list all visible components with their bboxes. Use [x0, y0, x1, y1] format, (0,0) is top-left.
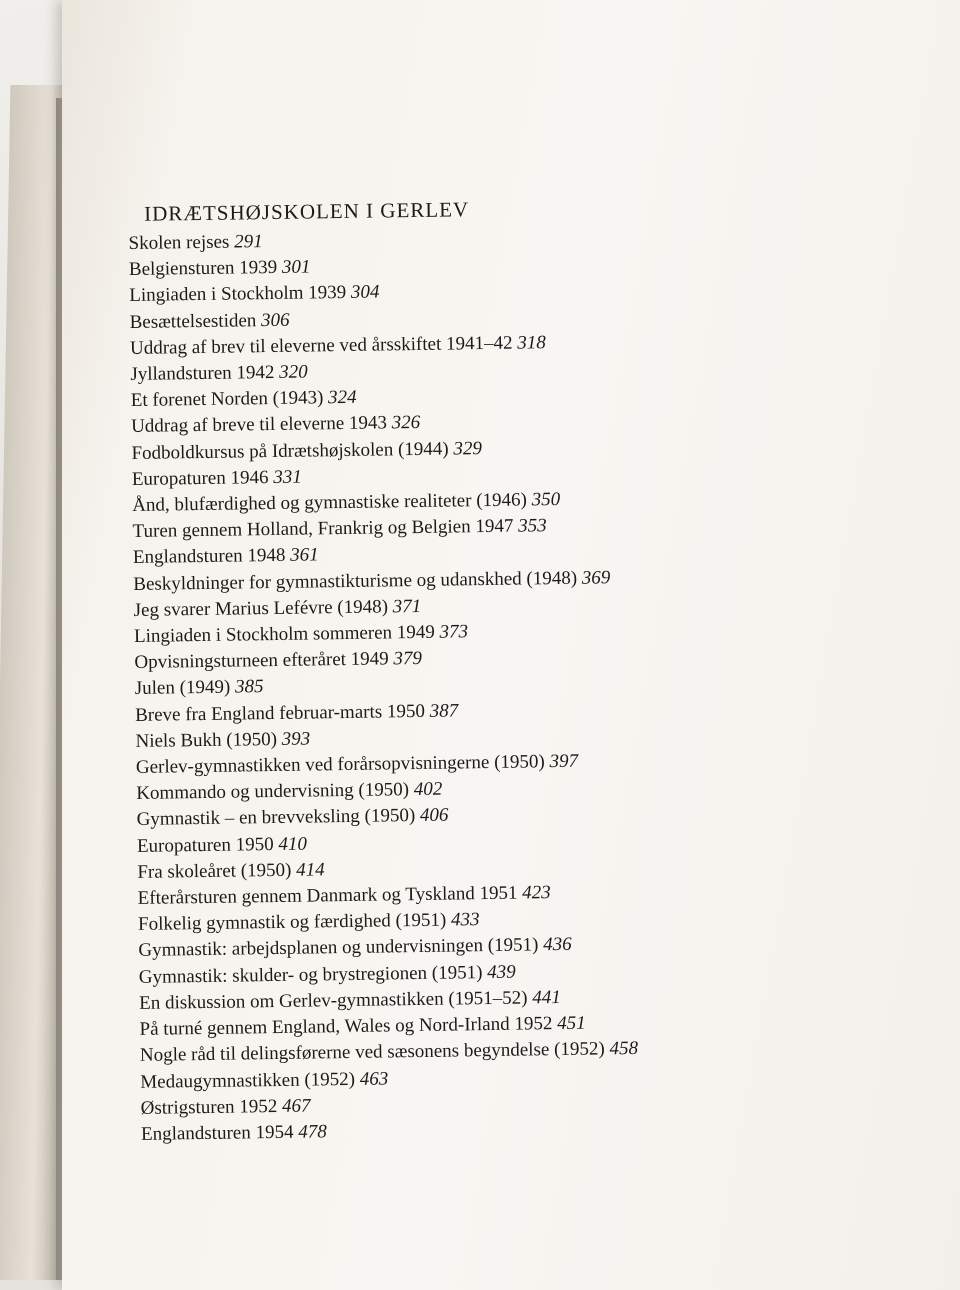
- toc-entry-page-number: 414: [296, 859, 325, 881]
- toc-entry-title: Ånd, blufærdighed og gymnastiske realiteter (1946): [132, 489, 528, 517]
- toc-entry-title: Opvisningsturneen efteråret 1949: [134, 648, 389, 674]
- toc-entry-title: Beskyldninger for gymnastikturisme og udanskhed (1948): [133, 567, 578, 595]
- toc-entry-title: Uddrag af breve til eleverne 1943: [130, 412, 388, 438]
- toc-entry-page-number: 406: [419, 805, 449, 827]
- table-of-contents: [128, 192, 841, 1148]
- toc-entry-page-number: 306: [260, 309, 290, 331]
- toc-entry-title: Lingiaden i Stockholm 1939: [129, 282, 347, 307]
- toc-entry-page-number: 318: [517, 331, 546, 354]
- toc-entry-page-number: 397: [549, 750, 579, 773]
- toc-entry-title: Europaturen 1950: [136, 833, 274, 857]
- toc-entry-title: Niels Bukh (1950): [135, 728, 278, 752]
- toc-entry-title: Englandsturen 1948: [132, 545, 286, 569]
- toc-entry-page-number: 423: [522, 882, 551, 904]
- toc-entry-title: Østrigsturen 1952: [140, 1095, 278, 1119]
- toc-entry-title: Gymnastik: arbejdsplanen og undervisningen (1951): [138, 934, 539, 962]
- toc-entry-title: Besættelsestiden: [129, 309, 257, 333]
- toc-entry-page-number: 379: [393, 648, 423, 670]
- toc-entry-page-number: 326: [391, 412, 421, 434]
- toc-entry-title: Fra skoleåret (1950): [137, 859, 292, 883]
- toc-entry-title: Et forenet Norden (1943): [130, 387, 324, 412]
- toc-entry-title: Folkelig gymnastik og færdighed (1951): [137, 909, 447, 936]
- toc-entry-title: På turné gennem England, Wales og Nord-Irland 1952: [139, 1013, 553, 1041]
- toc-entry-page-number: 324: [327, 387, 357, 409]
- toc-entry-title: Breve fra England februar-marts 1950: [135, 700, 426, 726]
- toc-entry-page-number: 463: [359, 1067, 389, 1090]
- toc-entry-page-number: 371: [392, 595, 422, 618]
- toc-entry-page-number: 291: [233, 231, 263, 253]
- toc-entry-title: Turen gennem Holland, Frankrig og Belgien 1947: [132, 515, 514, 543]
- toc-entry-page-number: 320: [279, 361, 308, 383]
- toc-entry-title: Medaugymnastikken (1952): [140, 1068, 356, 1093]
- toc-entry-page-number: 441: [532, 986, 561, 1009]
- toc-entry-page-number: 402: [413, 778, 443, 801]
- toc-entry-page-number: 393: [281, 728, 311, 750]
- toc-entry-title: Kommando og undervisning (1950): [136, 779, 410, 805]
- toc-entry-title: Lingiaden i Stockholm sommeren 1949: [133, 621, 435, 648]
- toc-entry-page-number: 433: [450, 909, 480, 931]
- toc-entry-title: Europaturen 1946: [131, 466, 269, 490]
- toc-list: [128, 221, 841, 1148]
- toc-entry-title: Jeg svarer Marius Lefévre (1948): [133, 596, 389, 621]
- toc-entry-title: Efterårsturen gennem Danmark og Tyskland 1951: [137, 882, 518, 910]
- toc-entry-title: En diskussion om Gerlev-gymnastikken (1951–52): [139, 987, 528, 1014]
- toc-entry-page-number: 350: [531, 489, 561, 511]
- toc-entry-title: Uddrag af brev til eleverne ved årsskiftet 1941–42: [129, 332, 513, 359]
- toc-entry-page-number: 410: [278, 833, 308, 855]
- toc-entry-title: Nogle råd til delingsførerne ved sæsonens begyndelse (1952): [139, 1038, 605, 1067]
- toc-entry-page-number: 467: [281, 1095, 311, 1117]
- toc-entry-page-number: 387: [429, 700, 459, 722]
- toc-entry-title: Skolen rejses: [128, 231, 230, 254]
- toc-entry-title: Gymnastik – en brevveksling (1950): [136, 805, 416, 831]
- toc-entry-page-number: 301: [281, 256, 311, 279]
- toc-entry-title: Fodboldkursus på Idrætshøjskolen (1944): [131, 438, 449, 464]
- toc-entry-page-number: 361: [290, 544, 319, 567]
- toc-entry-title: Jyllandsturen 1942: [130, 361, 275, 385]
- toc-entry-page-number: 329: [453, 437, 483, 460]
- toc-entry-title: Gymnastik: skulder- og brystregionen (1951): [138, 961, 483, 988]
- toc-entry-title: Englandsturen 1954: [140, 1121, 294, 1145]
- toc-entry-page-number: 304: [350, 281, 380, 304]
- toc-entry-title: Julen (1949): [134, 677, 231, 700]
- toc-entry-page-number: 369: [581, 566, 611, 589]
- toc-entry-page-number: 451: [556, 1012, 586, 1035]
- toc-entry-page-number: 385: [234, 676, 264, 699]
- toc-entry-page-number: 373: [439, 621, 469, 643]
- toc-entry-title: Belgiensturen 1939: [128, 257, 278, 281]
- section-title: IDRÆTSHØJSKOLEN I GERLEV: [143, 197, 470, 226]
- toc-entry-page-number: 439: [487, 961, 516, 983]
- toc-entry-page-number: 478: [298, 1121, 327, 1143]
- toc-entry-page-number: 353: [518, 515, 547, 537]
- toc-entry-page-number: 436: [543, 934, 572, 956]
- toc-entry-page-number: 331: [273, 466, 302, 488]
- toc-entry-page-number: 458: [609, 1038, 639, 1060]
- toc-entry-title: Gerlev-gymnastikken ved forårsopvisningerne (1950): [135, 751, 545, 779]
